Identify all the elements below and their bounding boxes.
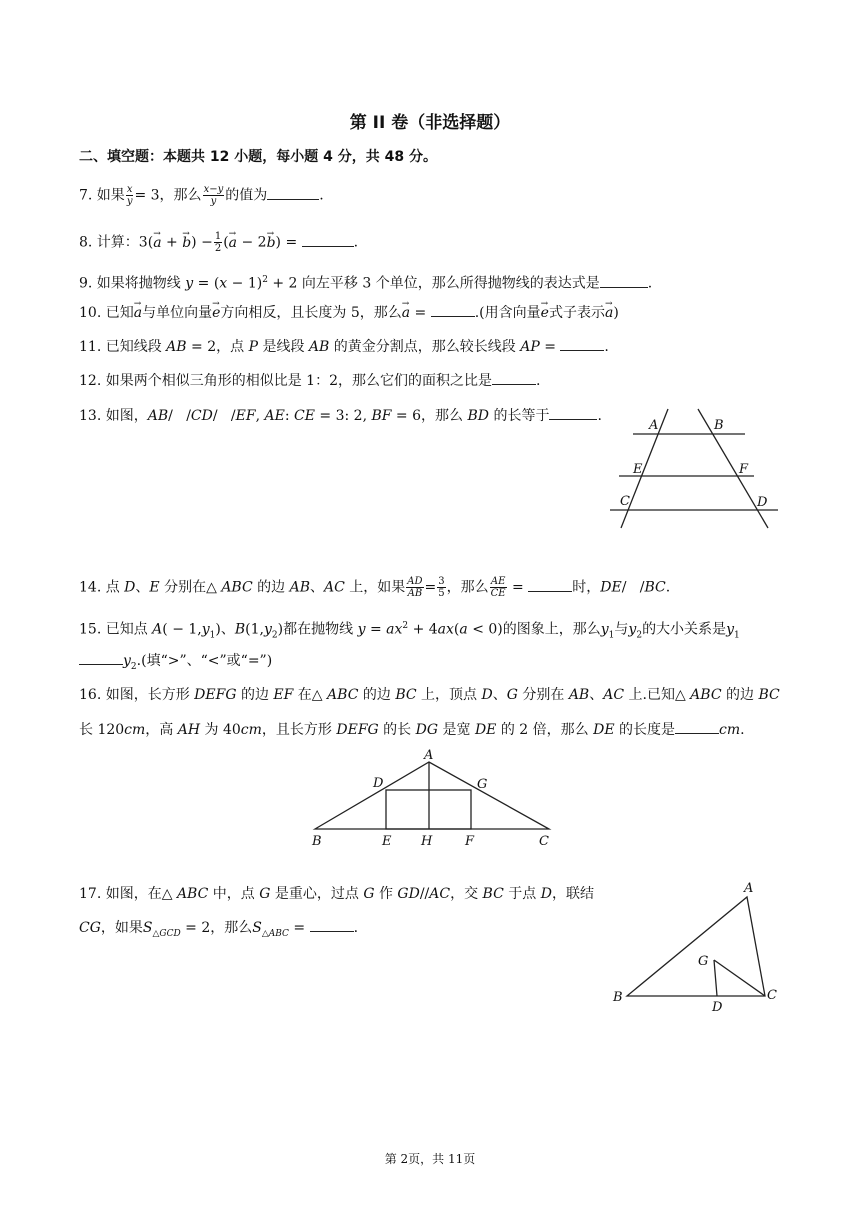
answer-blank — [267, 187, 319, 200]
question-13: 13. 如图，AB/ /CD/ /EF, AE: CE = 3: 2, BF = 6，那么 BD 的长等于 . — [79, 408, 602, 424]
label-b: B — [613, 990, 623, 1005]
section-heading: 二、填空题：本题共 12 小题，每小题 4 分，共 48 分。 — [79, 149, 437, 165]
label-h: H — [421, 834, 433, 849]
question-17: 17. 如图，在△ ABC 中，点 G 是重心，过点 G 作 GD//AC，交 BC 于点 D，联结 — [79, 886, 594, 902]
answer-blank — [310, 919, 354, 932]
question-15-line-2: $y_2$.(填“>”、“<”或“=”) — [79, 652, 272, 676]
answer-blank — [79, 652, 123, 665]
label-c: C — [539, 834, 549, 849]
answer-blank — [560, 338, 604, 351]
label-c: C — [767, 988, 777, 1003]
answer-blank — [549, 407, 597, 420]
label-a: A — [424, 748, 434, 763]
label-e: E — [382, 834, 392, 849]
answer-blank — [528, 579, 572, 592]
answer-blank — [431, 304, 475, 317]
label-d: D — [712, 1000, 723, 1015]
question-9: 9. 如果将抛物线 $y = (x - 1)^2 + 2$ 向左平移 3 个单位，那么所得抛物线的表达式是 . — [79, 275, 653, 292]
label-c: C — [620, 494, 630, 509]
question-11: 11. 已知线段 AB = 2，点 P 是线段 AB 的黄金分割点，那么较长线段 AP = . — [79, 339, 609, 355]
question-17-line-2: CG，如果$S_{\triangle GCD} = 2$，那么$S_{\triangle ABC}$ = . — [79, 920, 359, 939]
label-b: B — [714, 418, 724, 433]
label-a: A — [649, 418, 659, 433]
label-f: F — [739, 462, 749, 477]
label-d: D — [757, 495, 768, 510]
label-g: G — [477, 777, 488, 792]
question-10: 10. 已知→ a与单位向量→ e方向相反，且长度为 5，那么→ a = .(用含向量→ e式子表示→ a) — [79, 304, 619, 322]
label-g: G — [698, 954, 709, 969]
question-16-line-2: 长 120cm，高 AH 为 40cm，且长方形 DEFG 的长 DG 是宽 DE 的 2 倍，那么 DE 的长度是 cm. — [79, 722, 745, 738]
question-8: 8. 计算：3(→ a + → b) − $\frac{1}{2}$ (→ a − 2→ b) = . — [79, 231, 358, 254]
question-7: 7. 如果 $\frac{x}{y}$ = 3，那么 $\frac{x-y}{y}$ 的值为 . — [79, 184, 324, 207]
label-d: D — [373, 776, 384, 791]
page-footer: 第 2页，共 11页 — [384, 1152, 476, 1166]
question-12: 12. 如果两个相似三角形的相似比是 1：2，那么它们的面积之比是 . — [79, 373, 541, 389]
label-b: B — [312, 834, 322, 849]
answer-blank — [302, 234, 354, 247]
label-f: F — [465, 834, 475, 849]
question-14: 14. 点 D、E 分别在△ ABC 的边 AB、AC 上，如果 $\frac{AD}{AB}$ = $\frac{3}{5}$ ，那么 $\frac{AE}{CE}$ = 时，DE/ /BC. — [79, 576, 671, 599]
segment-gd — [714, 960, 717, 996]
answer-blank — [600, 275, 648, 288]
question-16: 16. 如图，长方形 DEFG 的边 EF 在△ ABC 的边 BC 上，顶点 D、G 分别在 AB、AC 上.已知△ ABC 的边 BC — [79, 687, 780, 703]
answer-blank — [675, 721, 719, 734]
question-15: 15. 已知点 $A( - 1,y_1)$、$B(1,y_2)$都在抛物线 $y = ax^2 + 4ax(a < 0)$的图象上，那么$y_1$与$y_2$的大小关系是$y_1$ — [79, 621, 740, 641]
label-e: E — [633, 462, 643, 477]
figure-13 — [600, 402, 790, 532]
triangle-abc — [315, 762, 549, 829]
segment-cg — [714, 960, 765, 996]
page-title: 第 II 卷（非选择题） — [349, 113, 511, 133]
answer-blank — [492, 372, 536, 385]
figure-17 — [605, 875, 795, 1015]
figure-16 — [305, 745, 565, 853]
label-a: A — [744, 881, 754, 896]
